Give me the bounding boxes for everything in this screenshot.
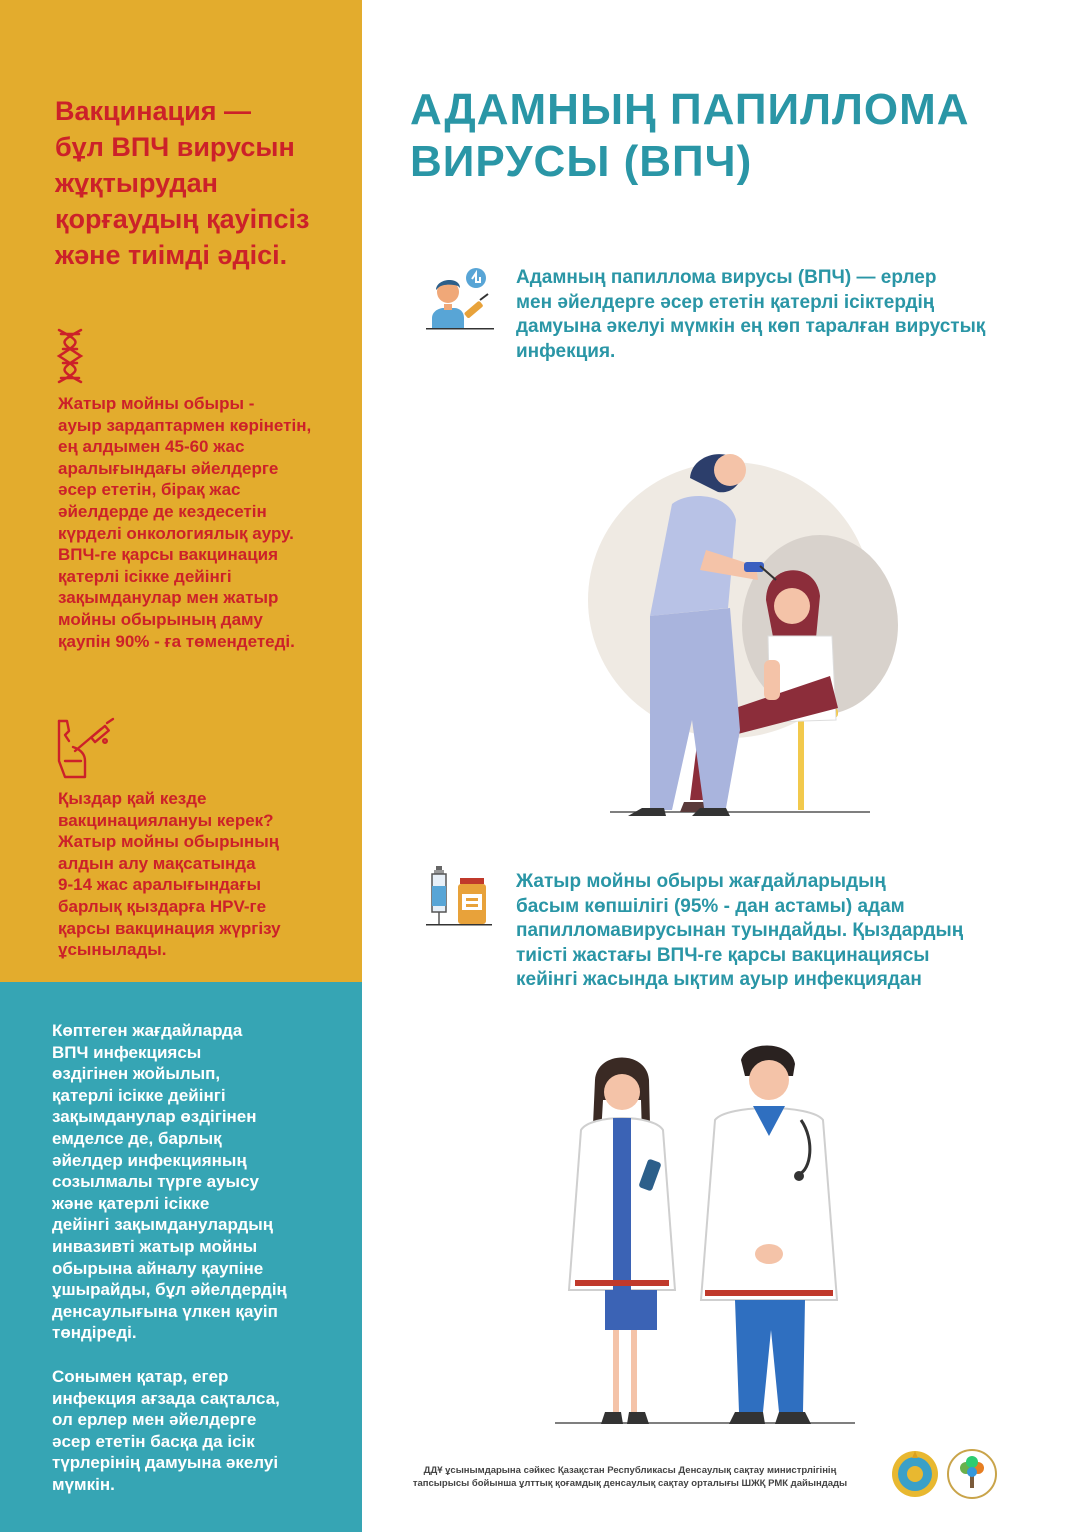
vaccine-arm-icon <box>55 717 115 779</box>
doctors-illustration <box>555 1040 855 1430</box>
footer-credits: ДДҰ ұсынымдарына сәйкес Қазақстан Республикасы Денсаулық сақтау министрлігінің тапсырысы бойынша ұлттық қоғамдық денсаулық сақтау орталығы ШЖҚ РМК дайындады <box>412 1465 848 1489</box>
page-title: АДАМНЫҢ ПАПИЛЛОМА ВИРУСЫ (ВПЧ) <box>410 85 970 186</box>
sidebar-cervical-cancer-text: Жатыр мойны обыры - ауыр зардаптармен көрінетін, ең алдымен 45-60 жас аралығындағы әйелдерге әсер ететін, бірақ жас әйелдерде де кездесетін күрделі онкологиялық ауру. ВПЧ-ге қарсы вакцинация қатерлі ісікке дейінгі зақымданулар мен жатыр мойны обырының даму қаупін 90% - ға төмендетеді. <box>58 394 312 651</box>
hpv-definition-text: Адамның папиллома вирусы (ВПЧ) — ерлер мен әйелдерге әсер ететін қатерлі ісіктердің дамуына әкелуі мүмкін ең көп таралған вирустық инфекция. <box>516 267 986 362</box>
sidebar-headline: Вакцинация — бұл ВПЧ вирусын жұқтырудан қорғаудың қауіпсіз және тиімді әдісі. <box>55 96 310 270</box>
vaccination-illustration <box>580 430 900 820</box>
dna-icon <box>55 328 85 384</box>
tree-logo-icon <box>946 1448 998 1500</box>
sidebar-girls-vaccination-text: Қыздар қай кезде вакцинациялануы керек? Жатыр мойны обырының алдын алу мақсатында 9-14 жас аралығындағы барлық қыздарға HPV-ге қарсы вакцинация жүргізу ұсынылады. <box>58 789 281 960</box>
cervical-cancer-cause-text: Жатыр мойны обыры жағдайларыдың басым көпшілігі (95% - дан астамы) адам папилломавирусынан туындайды. Қыздардың тиісті жастағы ВПЧ-ге қарсы вакцинациясы кейінгі жасында ықтим ауыр инфекциядан <box>516 871 964 990</box>
sidebar-other-cancers-text: Сонымен қатар, егер инфекция ағзада сақталса, ол ерлер мен әйелдерге әсер ететін басқа да ісік түрлерінің дамуына әкелуі мүмкін. <box>52 1367 280 1494</box>
doctor-vaccine-icon <box>426 266 494 330</box>
medicine-bottles-icon <box>426 862 492 926</box>
state-emblem-icon <box>890 1448 940 1500</box>
sidebar-infection-risk-text: Көптеген жағдайларда ВПЧ инфекциясы өздігінен жойылып, қатерлі ісікке дейінгі зақымданулар өздігінен емделсе де, барлық әйелдер инфекцияның созылмалы түрге ауысу және қатерлі ісікке дейінгі зақымданулардың инвазивті жатыр мойны обырына айналу қаупіне ұшырайды, бұл әйелдердің денсаулығына үлкен қауіп төндіреді. <box>52 1021 287 1343</box>
